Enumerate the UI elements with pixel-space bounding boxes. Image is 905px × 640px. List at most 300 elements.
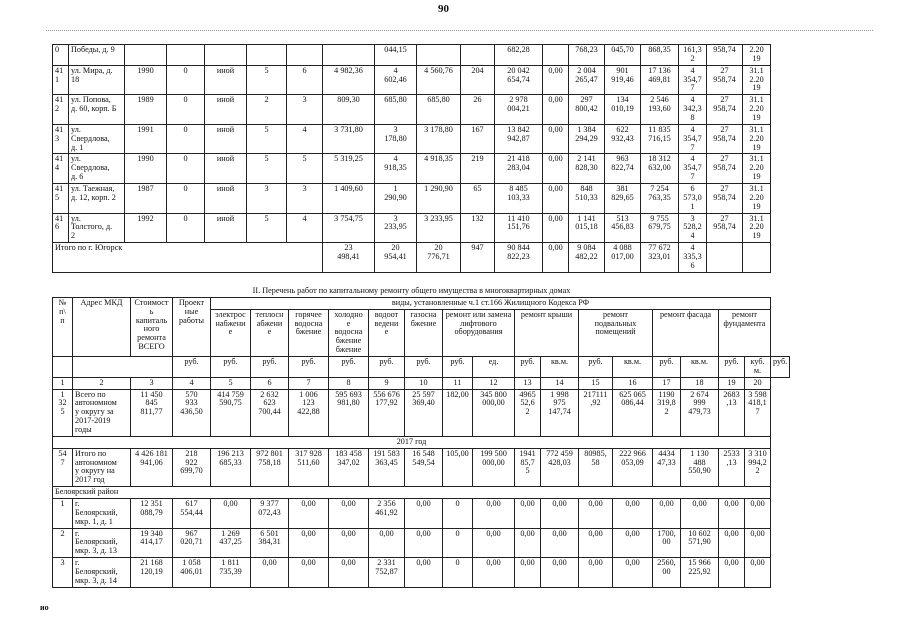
table-cell: 132: [461, 213, 495, 243]
table-cell: 11 835 716,15: [641, 124, 679, 154]
table-cell: 27 958,74: [707, 213, 743, 243]
table-cell: 191 583 363,45: [369, 448, 405, 486]
table-cell: 1 269 437,25: [211, 528, 251, 558]
table-cell: 0,00: [613, 558, 653, 588]
table-row: [53, 65, 771, 95]
table-cell: 967 020,71: [173, 528, 211, 558]
table-cell: 963 822,74: [605, 154, 641, 184]
table-cell: 622 932,43: [605, 124, 641, 154]
table-cell: 1 006 123 422,88: [289, 389, 329, 436]
table-cell: 218 922 699,70: [173, 448, 211, 486]
column-numbers-row: [53, 377, 790, 389]
table-row: [53, 528, 790, 558]
units-cell: руб.: [289, 357, 329, 378]
table-cell: 41 3: [53, 124, 69, 154]
table-cell: 0,00: [541, 558, 579, 588]
table-cell: 0,00: [541, 499, 579, 529]
table-cell: 297 800,42: [569, 95, 605, 125]
table-cell: г. Белоярский, мкр. 1, д. 1: [73, 499, 131, 529]
table-cell: 972 801 758,18: [251, 448, 289, 486]
table-cell: 848 510,33: [569, 184, 605, 214]
table-cell: [323, 45, 375, 66]
total-cell: 4 335,3 6: [679, 243, 707, 273]
table-cell: 0,00: [745, 558, 771, 588]
table-cell: 8 485 103,33: [495, 184, 543, 214]
table-cell: ул. Толстого, д. 2: [69, 213, 125, 243]
table-cell: 317 928 511,60: [289, 448, 329, 486]
table-cell: 1 290,90: [375, 184, 417, 214]
table-cell: 31.1 2.20 19: [743, 154, 771, 184]
table-cell: 0,00: [613, 528, 653, 558]
table-cell: 3 310 994,2 2: [745, 448, 771, 486]
table-cell: 4 354,7 7: [679, 65, 707, 95]
column-number: 3: [131, 377, 173, 389]
table-cell: 196 213 685,33: [211, 448, 251, 486]
table-cell: 5 319,25: [323, 154, 375, 184]
header-row-1: [53, 297, 790, 309]
year-band: 2017 год: [53, 436, 771, 448]
table-cell: 80985, 58: [579, 448, 613, 486]
table-cell: 0,00: [543, 95, 569, 125]
header-heat: теплосн абжени е: [251, 309, 289, 356]
table-cell: 182,00: [443, 389, 473, 436]
units-cell: руб.: [405, 357, 443, 378]
table-cell: 1 409,60: [323, 184, 375, 214]
table-cell: [543, 45, 569, 66]
total-row: [53, 243, 771, 273]
table-cell: 0,00: [543, 65, 569, 95]
total-cell: 20 954,41: [375, 243, 417, 273]
total-cell: 90 844 822,23: [495, 243, 543, 273]
table-cell: 41 1: [53, 65, 69, 95]
table-cell: 134 010,19: [605, 95, 641, 125]
table-row: [53, 154, 771, 184]
table-cell: [247, 45, 287, 66]
header-cold-water: холодно е водосна бжение бжение: [329, 309, 369, 356]
table-cell: 0,00: [541, 528, 579, 558]
header-address: Адрес МКД: [73, 297, 131, 356]
total-label: Итого по г. Югорск: [53, 243, 323, 273]
units-cell: [53, 357, 73, 378]
table-cell: 0,00: [515, 558, 541, 588]
table-cell: 0,00: [681, 499, 719, 529]
table-row: [53, 558, 790, 588]
table-cell: 15 966 225,92: [681, 558, 719, 588]
table-cell: 556 676 177,92: [369, 389, 405, 436]
table-cell: 0,00: [515, 499, 541, 529]
table-cell: 31.1 2.20 19: [743, 65, 771, 95]
table-cell: 4 602,46: [375, 65, 417, 95]
table-cell: 0: [167, 154, 205, 184]
column-number: 10: [405, 377, 443, 389]
table-cell: 2560, 00: [653, 558, 681, 588]
column-number: 2: [73, 377, 131, 389]
table-cell: 772 459 428,03: [541, 448, 579, 486]
table-cell: 2 331 752,87: [369, 558, 405, 588]
table-cell: 21 168 120,19: [131, 558, 173, 588]
table-cell: 2 356 461,92: [369, 499, 405, 529]
table-cell: 16 548 549,54: [405, 448, 443, 486]
upper-table: [52, 44, 771, 273]
column-number: 19: [719, 377, 745, 389]
table-cell: 682,28: [495, 45, 543, 66]
units-cell: кв.м.: [541, 357, 579, 378]
column-number: 1: [53, 377, 73, 389]
table-cell: 65: [461, 184, 495, 214]
table-cell: 0,00: [543, 154, 569, 184]
table-cell: 27 958,74: [707, 124, 743, 154]
table-cell: 1987: [125, 184, 167, 214]
table-cell: ул. Попова, д. 60, корп. Б: [69, 95, 125, 125]
table-cell: 045,70: [605, 45, 641, 66]
table-cell: 0,00: [745, 499, 771, 529]
total-cell: 77 672 323,01: [641, 243, 679, 273]
table-cell: иной: [205, 124, 247, 154]
column-number: 15: [579, 377, 613, 389]
table-cell: 0: [167, 184, 205, 214]
table-cell: ул. Таежная, д. 12, корп. 2: [69, 184, 125, 214]
table-row: [53, 124, 771, 154]
column-number: 11: [443, 377, 473, 389]
table-cell: 513 456,83: [605, 213, 641, 243]
table-cell: 31.1 2.20 19: [743, 95, 771, 125]
table-cell: 0,00: [289, 499, 329, 529]
table-cell: 1 130 488 550,90: [681, 448, 719, 486]
units-cell: руб.: [719, 357, 745, 378]
table-cell: 2 632 623 700,44: [251, 389, 289, 436]
table-cell: 3: [287, 95, 323, 125]
table-cell: 1992: [125, 213, 167, 243]
table-cell: 9 377 072,43: [251, 499, 289, 529]
header-design-works: Проект ные работы: [173, 297, 211, 356]
total-cell: 20 776,71: [417, 243, 461, 273]
table-cell: 1 384 294,29: [569, 124, 605, 154]
header-lift: ремонт или замена лифтового оборудования: [443, 309, 515, 356]
table-cell: 7 254 763,35: [641, 184, 679, 214]
table-cell: 3: [247, 184, 287, 214]
total-cell: [743, 243, 771, 273]
table-cell: 27 958,74: [707, 95, 743, 125]
table-cell: 161,3 2: [679, 45, 707, 66]
table-cell: 27 958,74: [707, 65, 743, 95]
section-title: II. Перечень работ по капитальному ремонту общего имущества в многоквартирных домах: [53, 286, 771, 297]
header-gas: газосна бжение: [405, 309, 443, 356]
table-cell: 1990: [125, 154, 167, 184]
table-cell: 0,00: [579, 558, 613, 588]
table-cell: 0,00: [329, 558, 369, 588]
table-cell: 0,00: [405, 558, 443, 588]
year-band-row: [53, 436, 790, 448]
table-cell: 2: [53, 528, 73, 558]
table-cell: 0,00: [543, 184, 569, 214]
table-cell: 21 418 283,04: [495, 154, 543, 184]
table-cell: 204: [461, 65, 495, 95]
column-number: 9: [369, 377, 405, 389]
table-cell: [125, 45, 167, 66]
table-row: [53, 213, 771, 243]
table-cell: 25 597 369,40: [405, 389, 443, 436]
table-cell: 41 2: [53, 95, 69, 125]
table-cell: 219: [461, 154, 495, 184]
table-cell: 685,80: [375, 95, 417, 125]
table-cell: ул. Свердлова, д. 1: [69, 124, 125, 154]
table-cell: 1 811 735,39: [211, 558, 251, 588]
header-roof: ремонт крыши: [515, 309, 579, 356]
table-cell: 20 042 654,74: [495, 65, 543, 95]
table-cell: 41 6: [53, 213, 69, 243]
table-cell: 625 065 086,44: [613, 389, 653, 436]
table-cell: 3 731,80: [323, 124, 375, 154]
table-cell: 0,00: [473, 528, 515, 558]
table-cell: иной: [205, 154, 247, 184]
table-cell: [287, 45, 323, 66]
table-cell: 0: [53, 45, 69, 66]
table-cell: 2 004 265,47: [569, 65, 605, 95]
table-row: [53, 95, 771, 125]
table-cell: 4: [287, 213, 323, 243]
table-cell: 1700, 00: [653, 528, 681, 558]
units-row: [53, 357, 790, 378]
table-cell: иной: [205, 184, 247, 214]
units-cell: руб.: [369, 357, 405, 378]
table-cell: 2.20 19: [743, 45, 771, 66]
table-cell: 27 958,74: [707, 154, 743, 184]
table-cell: Итого по автономном у округу на 2017 год: [73, 448, 131, 486]
table-cell: 0: [167, 213, 205, 243]
table-cell: 617 554,44: [173, 499, 211, 529]
column-number: 12: [473, 377, 515, 389]
column-number: 5: [211, 377, 251, 389]
table-cell: 5: [247, 124, 287, 154]
table-cell: 0,00: [653, 499, 681, 529]
table-cell: 11 450 845 811,77: [131, 389, 173, 436]
table-cell: 0,00: [211, 499, 251, 529]
footer-mark: ио: [40, 603, 49, 612]
table-cell: 2683 ,13: [719, 389, 745, 436]
header-electric: электрос набжени е: [211, 309, 251, 356]
table-cell: 1991: [125, 124, 167, 154]
column-number: 17: [653, 377, 681, 389]
table-cell: иной: [205, 95, 247, 125]
column-number: 20: [745, 377, 771, 389]
units-cell: руб.: [329, 357, 369, 378]
total-cell: 23 498,41: [323, 243, 375, 273]
table-cell: 11 410 151,76: [495, 213, 543, 243]
units-cell: кв.м.: [613, 357, 653, 378]
table-cell: 0,00: [369, 528, 405, 558]
table-row: [53, 45, 771, 66]
table-cell: 768,23: [569, 45, 605, 66]
column-number: 18: [681, 377, 719, 389]
column-number: 6: [251, 377, 289, 389]
table-cell: 5: [247, 65, 287, 95]
table-cell: 4 354,7 7: [679, 154, 707, 184]
table-cell: 2 674 999 479,73: [681, 389, 719, 436]
table-cell: 0,00: [515, 528, 541, 558]
table-cell: 6: [287, 65, 323, 95]
table-cell: 4 918,35: [375, 154, 417, 184]
header-hot-water: горячее водосна бжение: [289, 309, 329, 356]
table-cell: 0,00: [719, 528, 745, 558]
table-cell: 6 573,0 1: [679, 184, 707, 214]
table-cell: Всего по автономном у округу за 2017-2019 годы: [73, 389, 131, 436]
table-cell: 10 602 571,90: [681, 528, 719, 558]
table-cell: 5: [247, 154, 287, 184]
table-cell: 13 842 942,87: [495, 124, 543, 154]
table-cell: 3 754,75: [323, 213, 375, 243]
table-cell: 809,30: [323, 95, 375, 125]
units-cell: руб.: [251, 357, 289, 378]
table-cell: 685,80: [417, 95, 461, 125]
table-cell: 31.1 2.20 19: [743, 213, 771, 243]
table-row: [53, 499, 790, 529]
table-cell: 901 919,46: [605, 65, 641, 95]
table-cell: 2 546 193,60: [641, 95, 679, 125]
table-cell: 26: [461, 95, 495, 125]
table-cell: 3 598 418,1 7: [745, 389, 771, 436]
column-number: 14: [541, 377, 579, 389]
table-cell: 4 982,36: [323, 65, 375, 95]
works-table: [52, 286, 790, 588]
table-cell: 105,00: [443, 448, 473, 486]
page-number: 90: [438, 3, 449, 15]
table-cell: 9 755 679,75: [641, 213, 679, 243]
total-cell: 947: [461, 243, 495, 273]
table-cell: иной: [205, 65, 247, 95]
page-top-rule: [46, 30, 873, 31]
table-cell: 0,00: [405, 499, 443, 529]
units-spacer: [73, 357, 173, 378]
header-foundation: ремонт фундамента: [719, 309, 771, 356]
header-facade: ремонт фасада: [653, 309, 719, 356]
table-cell: Победы, д. 9: [69, 45, 125, 66]
table-cell: 1 290,90: [417, 184, 461, 214]
table-cell: 0: [167, 124, 205, 154]
table-cell: 3: [53, 558, 73, 588]
table-cell: 1941 85,7 5: [515, 448, 541, 486]
table-cell: 3 233,95: [417, 213, 461, 243]
header-sewer: водоот ведени е: [369, 309, 405, 356]
table-cell: 4 560,76: [417, 65, 461, 95]
table-cell: 3 233,95: [375, 213, 417, 243]
units-cell: ед.: [473, 357, 515, 378]
table-cell: 1 998 975 147,74: [541, 389, 579, 436]
upper-table-body: [53, 45, 771, 273]
column-number: 7: [289, 377, 329, 389]
works-table-body: [53, 357, 790, 588]
table-cell: 2533 ,13: [719, 448, 745, 486]
table-cell: [167, 45, 205, 66]
column-number: 4: [173, 377, 211, 389]
table-cell: 2: [247, 95, 287, 125]
units-cell: руб.: [443, 357, 473, 378]
table-cell: ул. Мира, д. 18: [69, 65, 125, 95]
units-cell: руб.: [771, 357, 790, 378]
units-cell: руб.: [515, 357, 541, 378]
table-cell: г. Белоярский, мкр. 3, д. 13: [73, 528, 131, 558]
header-types-caption: виды, установленные ч.1 ст.166 Жилищного Кодекса РФ: [211, 297, 771, 309]
table-cell: 0,00: [289, 528, 329, 558]
units-cell: руб.: [579, 357, 613, 378]
section-title-row: [53, 286, 790, 297]
units-cell: куб. м.: [745, 357, 771, 378]
grand-total-row: [53, 389, 790, 436]
year-total-row: [53, 448, 790, 486]
table-cell: 183 458 347,02: [329, 448, 369, 486]
table-cell: 54 7: [53, 448, 73, 486]
table-cell: 41 5: [53, 184, 69, 214]
table-row: [53, 184, 771, 214]
table-cell: 6 501 384,31: [251, 528, 289, 558]
column-number: 13: [515, 377, 541, 389]
table-cell: 1 058 406,01: [173, 558, 211, 588]
table-cell: 0: [167, 65, 205, 95]
table-cell: 1989: [125, 95, 167, 125]
table-cell: 222 966 053,09: [613, 448, 653, 486]
table-cell: [417, 45, 461, 66]
table-cell: 0,00: [473, 499, 515, 529]
table-cell: ул. Свердлова, д. 6: [69, 154, 125, 184]
table-cell: 4 354,7 7: [679, 124, 707, 154]
table-cell: 3 178,80: [375, 124, 417, 154]
table-cell: 345 800 000,00: [473, 389, 515, 436]
table-cell: 3: [287, 184, 323, 214]
table-cell: 0: [443, 499, 473, 529]
table-cell: 0,00: [543, 213, 569, 243]
table-cell: 41 4: [53, 154, 69, 184]
header-basement: ремонт подвальных помещений: [579, 309, 653, 356]
table-cell: 199 500 000,00: [473, 448, 515, 486]
table-cell: 5: [287, 154, 323, 184]
table-cell: 4 342,3 8: [679, 95, 707, 125]
table-cell: 0,00: [579, 499, 613, 529]
table-cell: 18 312 632,00: [641, 154, 679, 184]
table-cell: 1 141 015,18: [569, 213, 605, 243]
column-number: 16: [613, 377, 653, 389]
table-cell: 1: [53, 499, 73, 529]
table-cell: 0,00: [405, 528, 443, 558]
district-band-row: [53, 487, 790, 499]
table-cell: 17 136 469,81: [641, 65, 679, 95]
table-cell: 0,00: [719, 499, 745, 529]
column-number: 8: [329, 377, 369, 389]
table-cell: 167: [461, 124, 495, 154]
header-num: № п\ п: [53, 297, 73, 356]
table-cell: [461, 45, 495, 66]
table-cell: 0,00: [613, 499, 653, 529]
table-cell: 0,00: [745, 528, 771, 558]
total-cell: 0,00: [543, 243, 569, 273]
table-cell: г. Белоярский, мкр. 3, д. 14: [73, 558, 131, 588]
table-cell: 868,35: [641, 45, 679, 66]
table-cell: 0: [443, 558, 473, 588]
table-cell: 4 918,35: [417, 154, 461, 184]
table-cell: 19 340 414,17: [131, 528, 173, 558]
table-cell: 595 693 981,80: [329, 389, 369, 436]
table-cell: 044,15: [375, 45, 417, 66]
table-cell: 0,00: [251, 558, 289, 588]
district-band: Белоярский район: [53, 487, 771, 499]
table-cell: 0,00: [329, 499, 369, 529]
table-cell: иной: [205, 213, 247, 243]
units-cell: руб.: [211, 357, 251, 378]
table-cell: 2 978 004,21: [495, 95, 543, 125]
table-cell: [205, 45, 247, 66]
total-cell: [707, 243, 743, 273]
table-cell: 4965 52,6 2: [515, 389, 541, 436]
table-cell: 31.1 2.20 19: [743, 124, 771, 154]
table-cell: 0,00: [579, 528, 613, 558]
